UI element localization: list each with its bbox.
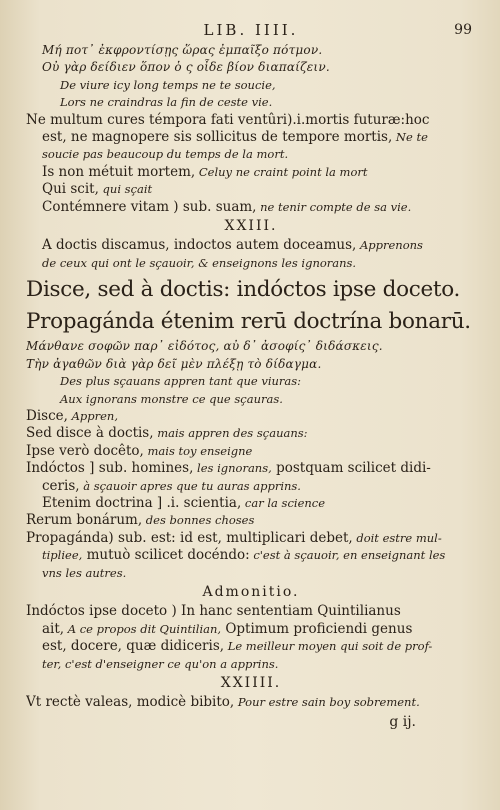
french-gloss: mais appren des sçauans: <box>153 426 308 441</box>
line-text: Οὐ γὰρ δείδιεν ὅπον ὁ ς οἶδε βίον διαπαίζειν. <box>42 60 330 75</box>
text-line <box>26 112 476 129</box>
running-header <box>26 22 476 42</box>
line-text: Sed disce à doctis, <box>26 425 154 442</box>
text-line <box>26 565 476 582</box>
french-gloss: vns les autres. <box>42 565 127 580</box>
text-line <box>26 255 476 272</box>
text-line <box>26 584 476 601</box>
page-number: 99 <box>454 22 472 38</box>
text-line <box>26 146 476 163</box>
line-text: Indóctos ipse doceto ) In hanc sententiam Quintilianus <box>26 603 401 620</box>
line-text: Disce, <box>26 407 68 424</box>
line-text: A doctis discamus, indoctos autem doceamus, <box>42 237 357 254</box>
line-text: Qui scit, <box>42 181 99 198</box>
text-line <box>26 460 476 477</box>
text-line <box>26 656 476 673</box>
text-line <box>26 237 476 254</box>
text-line <box>26 199 476 216</box>
line-text: ceris, <box>42 477 80 494</box>
line-text: ait, <box>42 620 65 637</box>
text-line <box>26 338 476 355</box>
french-gloss: tipliee, <box>42 548 83 563</box>
line-text: Propagánda étenim rerū doctrína bonarū. <box>26 309 471 335</box>
text-line <box>26 621 476 638</box>
line-text: Is non métuit mortem, <box>42 163 196 180</box>
text-line <box>26 478 476 495</box>
text-line <box>26 425 476 442</box>
text-line <box>26 77 476 94</box>
french-gloss: Appren, <box>67 408 118 423</box>
line-text: Ipse verò docêto, <box>26 442 144 459</box>
line-text: Propagánda) sub. est: id est, multiplicari debet, <box>26 529 353 546</box>
line-text: Disce, sed à doctis: indóctos ipse doceto. <box>26 277 461 303</box>
french-gloss: c'est à sçauoir, en enseignant les <box>249 548 446 563</box>
line-text: est, docere, quæ didiceris, <box>42 638 225 655</box>
text-line <box>26 603 476 620</box>
text-line <box>26 495 476 512</box>
text-line <box>26 373 476 390</box>
text-line <box>26 164 476 181</box>
running-title: LIB. IIII. <box>203 21 299 39</box>
french-gloss: Ne te <box>392 130 428 145</box>
line-text: est, ne magnopere sis sollicitus de tempore mortis, <box>42 129 393 146</box>
french-gloss: doit estre mul- <box>352 530 442 545</box>
line-text: XXIII. <box>224 218 278 235</box>
text-line <box>26 694 476 711</box>
line-text: Μή ποτ᾽ ἐκφροντίσῃς ὥρας ἐμπαῖξο πότμον. <box>42 43 323 57</box>
body-text <box>26 42 476 712</box>
french-gloss: qui sçait <box>98 182 153 197</box>
text-line <box>26 129 476 146</box>
text-line <box>26 181 476 198</box>
french-gloss: Celuy ne craint point la mort <box>195 164 368 179</box>
french-gloss: Apprenons <box>356 238 423 253</box>
line-text: Des plus sçauans appren tant que viuras: <box>60 374 302 389</box>
line-text: mutuò scilicet docéndo: <box>82 547 250 564</box>
french-gloss: de ceux qui ont le sçauoir, & enseignons les ignorans. <box>42 255 357 270</box>
french-gloss: les ignorans, <box>193 461 272 476</box>
line-text: Admonitio. <box>202 583 300 600</box>
line-text: postquam scilicet didi- <box>271 460 431 477</box>
french-gloss: A ce propos dit Quintilian, <box>64 621 222 636</box>
text-line <box>26 356 476 373</box>
french-gloss: Pour estre sain boy sobrement. <box>234 695 420 710</box>
text-line <box>26 408 476 425</box>
line-text: XXIIII. <box>220 675 282 691</box>
text-line <box>26 638 476 655</box>
text-line <box>26 391 476 408</box>
french-gloss: soucie pas beaucoup du temps de la mort. <box>42 147 289 162</box>
french-gloss: Le meilleur moyen qui soit de prof- <box>224 639 433 654</box>
text-line <box>26 94 476 111</box>
line-text: Aux ignorans monstre ce que sçauras. <box>60 391 283 406</box>
french-gloss: car la science <box>241 495 326 510</box>
line-text: Μάνθανε σοφῶν παρ᾽ εἰδότος, αὐ δ᾽ ἀσοφίς᾽ διδάσκεις. <box>26 339 383 354</box>
line-text: Optimum proficiendi genus <box>221 620 413 637</box>
line-text: Indóctos ] sub. homines, <box>26 460 194 477</box>
line-text: Lors ne craindras la fin de ceste vie. <box>60 95 273 110</box>
french-gloss: à sçauoir apres que tu auras apprins. <box>79 478 301 493</box>
text-line <box>26 530 476 547</box>
line-text: Contémnere vitam ) sub. suam, <box>42 198 257 215</box>
line-text: Vt rectè valeas, modicè bibito, <box>26 694 235 711</box>
french-gloss: ter, c'est d'enseigner ce qu'on a apprins. <box>42 656 279 671</box>
text-line <box>26 512 476 529</box>
line-text: De viure icy long temps ne te soucie, <box>60 77 276 92</box>
french-gloss: des bonnes choses <box>142 513 255 528</box>
line-text: Τὴν ἀγαθῶν διὰ γὰρ δεῖ μὲν πλέξῃ τὸ δίδαγμα. <box>26 356 322 371</box>
text-line <box>26 59 476 76</box>
line-text: Etenim doctrina ] .i. scientia, <box>42 494 242 511</box>
line-text: Ne multum cures témpora fati ventûri).i.mortis futuræ:hoc <box>26 111 430 128</box>
text-line <box>26 218 476 235</box>
signature-mark: g ij. <box>389 713 416 730</box>
text-line <box>26 308 476 336</box>
text-line <box>26 443 476 460</box>
text-line <box>26 42 476 59</box>
text-line <box>26 276 476 304</box>
french-gloss: mais toy enseigne <box>143 443 253 458</box>
line-text: Rerum bonárum, <box>26 512 143 529</box>
text-line <box>26 675 476 692</box>
french-gloss: ne tenir compte de sa vie. <box>256 199 412 214</box>
text-line <box>26 547 476 564</box>
